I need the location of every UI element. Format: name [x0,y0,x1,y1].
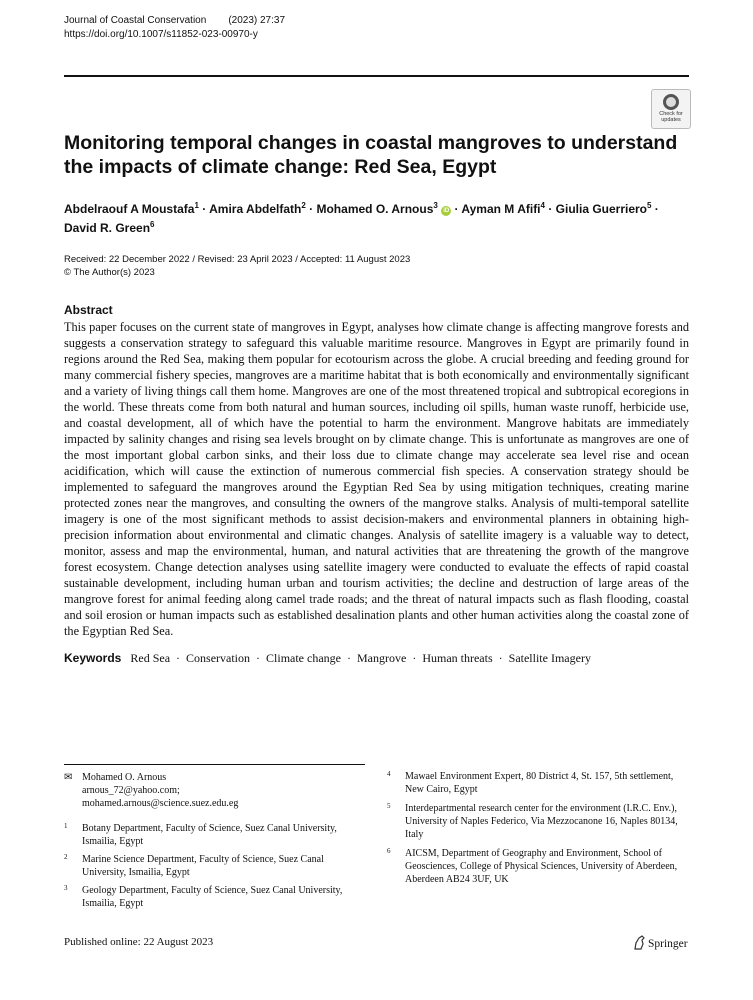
affiliation: 1 Botany Department, Faculty of Science, Suez Canal University, Ismailia, Egypt [64,822,337,847]
year-volume: (2023) 27:37 [228,15,286,26]
author[interactable]: Abdelraouf A Moustafa$^1$ [64,201,199,216]
header-rule [64,75,689,77]
orcid-icon[interactable]: iD [443,208,450,214]
keyword: Conservation [186,651,251,665]
running-header [64,14,285,42]
published-online: Published online: 22 August 2023 [64,936,214,948]
check-for-updates-badge[interactable]: Check for updates [651,89,691,129]
copyright: © The Author(s) 2023 [64,267,155,278]
affiliation: 2 Marine Science Department, Faculty of Science, Suez Canal University, Ismailia, Egypt [64,853,324,878]
keyword: Red Sea [130,651,171,665]
keywords-label: Keywords [64,651,122,665]
paper-title: Monitoring temporal changes in coastal mangroves to understand the impacts of climate change: Red Sea, Egypt [64,132,678,178]
affiliation: 5 Interdepartmental research center for the environment (I.R.C. Env.), University of Naples Federico, Via Mezzocanone 16, Naples 80134, Italy [387,802,678,840]
corresponding-author: Mohamed O. Arnous [82,772,167,783]
keyword: Human threats [422,651,493,665]
email-link[interactable]: arnous_72@yahoo.com; [82,785,180,796]
history-dates: Received: 22 December 2022 / Revised: 23 April 2023 / Accepted: 11 August 2023 [64,254,411,265]
keywords: Keywords Red Sea · Conservation · Climate change · Mangrove · Human threats · Satellite Imagery [64,651,591,665]
author[interactable]: Amira Abdelfath$^2$ [209,201,306,216]
author-list: Abdelraouf A Moustafa$^1$ · Amira Abdelfath$^2$ · Mohamed O. Arnous$^3$ iD · Ayman M Afifi$^4$ · Giulia Guerriero$^5$ · David R. Green$^6$ [64,201,659,235]
springer-horse-icon [633,935,646,950]
keyword: Mangrove [357,651,407,665]
affiliation: 6 AICSM, Department of Geography and Environment, School of Geosciences, College of Physical Sciences, University of Aberdeen, Aberdeen AB24 3UF, UK [387,847,678,885]
affiliation: 3 Geology Department, Faculty of Science, Suez Canal University, Ismailia, Egypt [64,884,343,909]
abstract-heading: Abstract [64,303,113,317]
keyword: Satellite Imagery [508,651,591,665]
abstract-body: This paper focuses on the current state of mangroves in Egypt, analyses how climate change is affecting mangrove forests and suggests a conservation strategy to safeguard this valuable maritime resource. Mangroves in Egypt are primarily found in regions around the Red Sea, making them popular for ecotourism across the globe. A crucial breeding and feeding ground for many commercial fishery species, mangroves are a maritime habitat that is both economically and environmentally significant and a variety of living things call them home. Mangroves are one of the most threatened tropical and subtropical ecoregions in the world. These threats come from both natural and human sources, including oil spills, human waste runoff, herbicide use, and coastal development, all of which have the potential to harm the environment. Mangrove habitats are immediately impacted by salinity changes and rising sea levels brought on by climate change. This is unfortunate as mangroves are one of the most important global carbon sinks, and their loss due to climate change may accelerate sea level rise and ocean acidification, which will cause the extinction of numerous commercial fish species. A conservation strategy should be implemented to safeguard the mangroves around the Egyptian Red Sea by using mitigation techniques, creating marine protected zones near the mangroves, and consulting the owners of the mangrove stalks. Analysis of multi-temporal satellite imagery is one of the most significant methods to assist decision-makers and environmental planners in obtaining high-precision information about environmental and climatic changes. Analysis of satellite imagery is a valuable way to detect, monitor, assess and map the environmental, human, and natural activities that are threatening the growth of the mangrove forest ecosystem. Change detection analyses using satellite imagery were conducted to evaluate the effects of rapid coastal sustainable development, including human urban and tourism activities; the decline and destruction of large areas of the mangrove forest for animal feeding along camel trade roads; and the threat of natural impacts such as flash flooding, coastal and soil erosion or human impacts such as established desalination plants and other human activities along the coastal zone of the Egyptian Red Sea. [64,320,689,638]
author[interactable]: Mohamed O. Arnous$^3$ iD [316,201,450,216]
envelope-icon: ✉ [64,772,73,783]
affiliation: 4 Mawael Environment Expert, 80 District 4, St. 157, 5th settlement, New Cairo, Egypt [387,770,674,795]
article-dates [64,253,410,279]
journal-name: Journal of Coastal Conservation [64,15,207,26]
author[interactable]: David R. Green$^6$ [64,220,155,235]
correspondence-note [64,771,364,810]
footnote-rule [64,764,365,765]
author[interactable]: Ayman M Afifi$^4$ [461,201,545,216]
keyword: Climate change [266,651,341,665]
author[interactable]: Giulia Guerriero$^5$ [555,201,652,216]
doi-link[interactable]: https://doi.org/10.1007/s11852-023-00970-y [64,29,258,40]
springer-logo: Springer [633,935,688,950]
email-link[interactable]: mohamed.arnous@science.suez.edu.eg [82,798,239,809]
update-icon [663,94,679,110]
